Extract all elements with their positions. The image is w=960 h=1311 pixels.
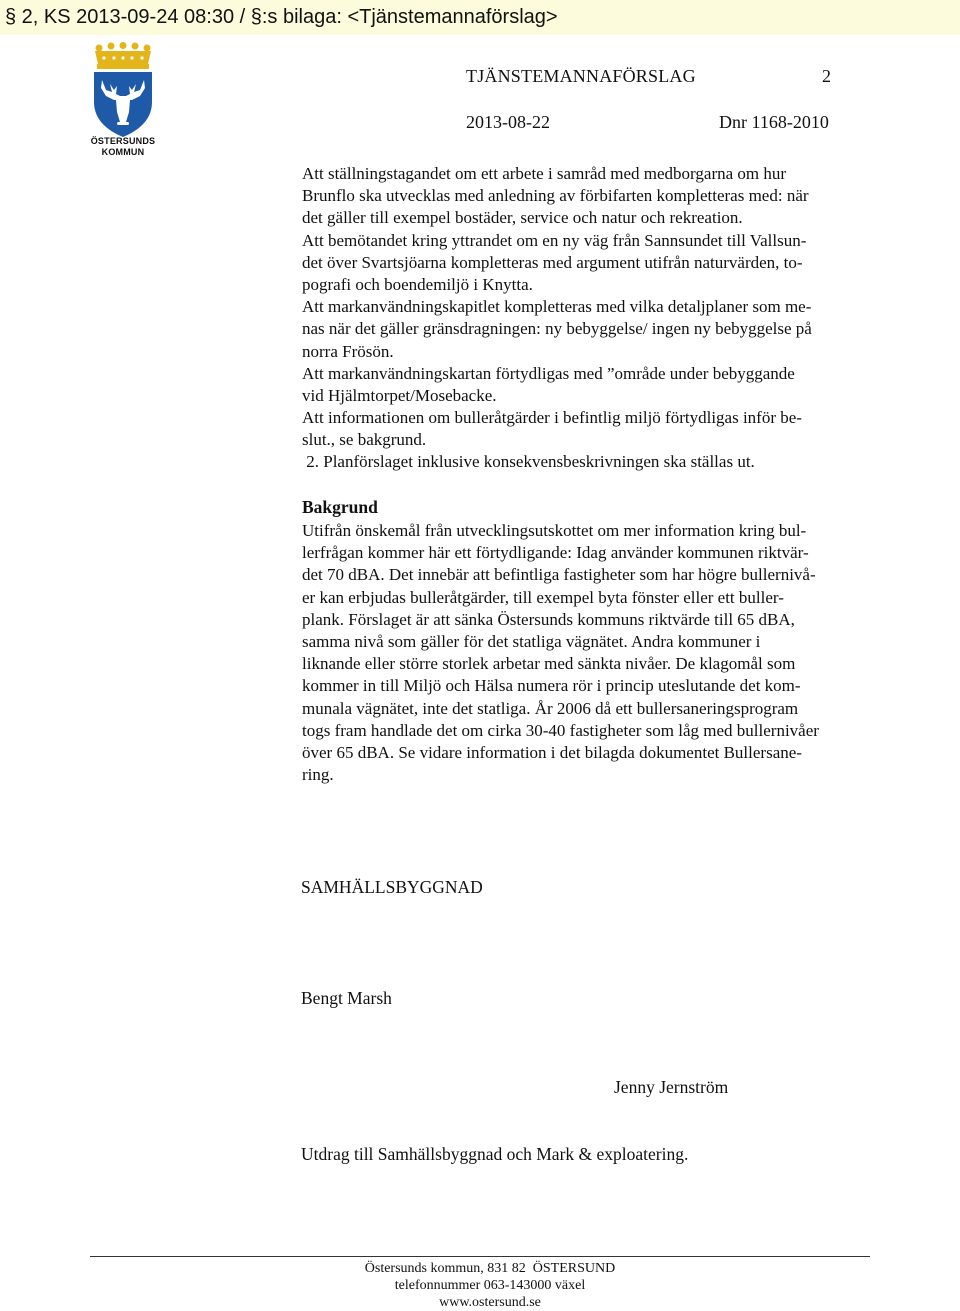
body-line: det över Svartsjöarna kompletteras med argument utifrån naturvärden, to- bbox=[302, 252, 803, 272]
logo-text-ostersunds: ÖSTERSUNDS bbox=[90, 136, 156, 146]
body-line: pografi och boendemiljö i Knytta. bbox=[302, 274, 533, 294]
bakgrund-line: ring. bbox=[302, 765, 334, 785]
bakgrund-line: er kan erbjudas bulleråtgärder, till exempel byta fönster eller ett buller- bbox=[302, 587, 784, 607]
body-line: 2. Planförslaget inklusive konsekvensbeskrivningen ska ställas ut. bbox=[302, 452, 755, 472]
body-line: vid Hjälmtorpet/Mosebacke. bbox=[302, 385, 497, 405]
ostersunds-kommun-logo bbox=[90, 42, 156, 160]
bakgrund-line: liknande eller större storlek arbetar med sänkta nivåer. De klagomål som bbox=[302, 654, 796, 674]
body-line: slut., se bakgrund. bbox=[302, 430, 427, 450]
bakgrund-line: togs fram handlade det om cirka 30-40 fastigheter som låg med bullernivåer bbox=[302, 720, 819, 740]
signer-jenny-jernstrom: Jenny Jernström bbox=[614, 1077, 729, 1097]
body-line: Att markanvändningskapitlet kompletteras med vilka detaljplaner som me- bbox=[302, 297, 812, 317]
body-line: Att ställningstagandet om ett arbete i samråd med medborgarna om hur bbox=[302, 164, 787, 183]
bakgrund-line: plank. Förslaget är att sänka Östersunds kommuns riktvärde till 65 dBA, bbox=[302, 609, 795, 629]
footer bbox=[340, 1260, 640, 1311]
body-line: Att bemötandet kring yttrandet om en ny väg från Sannsundet till Vallsun- bbox=[302, 230, 807, 250]
page-number: 2 bbox=[822, 66, 831, 86]
bakgrund-line: lerfrågan kommer här ett förtydligande: Idag använder kommunen riktvär- bbox=[302, 543, 809, 563]
document-type-title: TJÄNSTEMANNAFÖRSLAG bbox=[466, 66, 696, 86]
proposal-body bbox=[302, 163, 892, 474]
document-date: 2013-08-22 bbox=[466, 112, 550, 132]
bakgrund-body bbox=[302, 520, 892, 786]
body-line: nas när det gäller gränsdragningen: ny bebyggelse/ ingen ny bebyggelse på bbox=[302, 319, 812, 339]
body-line: det gäller till exempel bostäder, service och natur och rekreation. bbox=[302, 208, 743, 228]
document-reference-number: Dnr 1168-2010 bbox=[719, 112, 829, 132]
body-line: Att markanvändningskartan förtydligas med ”område under bebyggande bbox=[302, 363, 795, 383]
bakgrund-heading: Bakgrund bbox=[302, 497, 378, 517]
document-banner: § 2, KS 2013-09-24 08:30 / §:s bilaga: <Tjänstemannaförslag> bbox=[0, 0, 960, 35]
logo-text-kommun: KOMMUN bbox=[101, 147, 145, 157]
bakgrund-line: Utifrån önskemål från utvecklingsutskottet om mer information kring bul- bbox=[302, 521, 807, 540]
signer-bengt-marsh: Bengt Marsh bbox=[301, 988, 392, 1008]
distribution-note: Utdrag till Samhällsbyggnad och Mark & exploatering. bbox=[301, 1144, 689, 1164]
footer-website-link[interactable]: www.ostersund.se bbox=[439, 1295, 541, 1310]
bakgrund-line: samma nivå som gäller för det statliga vägnätet. Andra kommuner i bbox=[302, 631, 761, 651]
bakgrund-line: kommer in till Miljö och Hälsa numera rör i princip uteslutande det kom- bbox=[302, 676, 801, 696]
body-line: Att informationen om bulleråtgärder i befintlig miljö förtydligas inför be- bbox=[302, 408, 802, 428]
coat-of-arms-icon bbox=[90, 42, 156, 138]
footer-divider bbox=[90, 1256, 870, 1257]
bakgrund-line: munala vägnätet, inte det statliga. År 2006 då ett bullersaneringsprogram bbox=[302, 698, 799, 718]
bakgrund-line: över 65 dBA. Se vidare information i det bilagda dokumentet Bullersane- bbox=[302, 742, 802, 762]
body-line: Brunflo ska utvecklas med anledning av förbifarten kompletteras med: när bbox=[302, 186, 809, 206]
bakgrund-line: det 70 dBA. Det innebär att befintliga fastigheter som har högre bullernivå- bbox=[302, 565, 816, 585]
footer-address: Östersunds kommun, 831 82 ÖSTERSUND bbox=[364, 1261, 616, 1276]
body-line: norra Frösön. bbox=[302, 341, 394, 361]
department-name: SAMHÄLLSBYGGNAD bbox=[301, 877, 483, 897]
footer-phone: telefonnummer 063-143000 växel bbox=[394, 1278, 586, 1293]
